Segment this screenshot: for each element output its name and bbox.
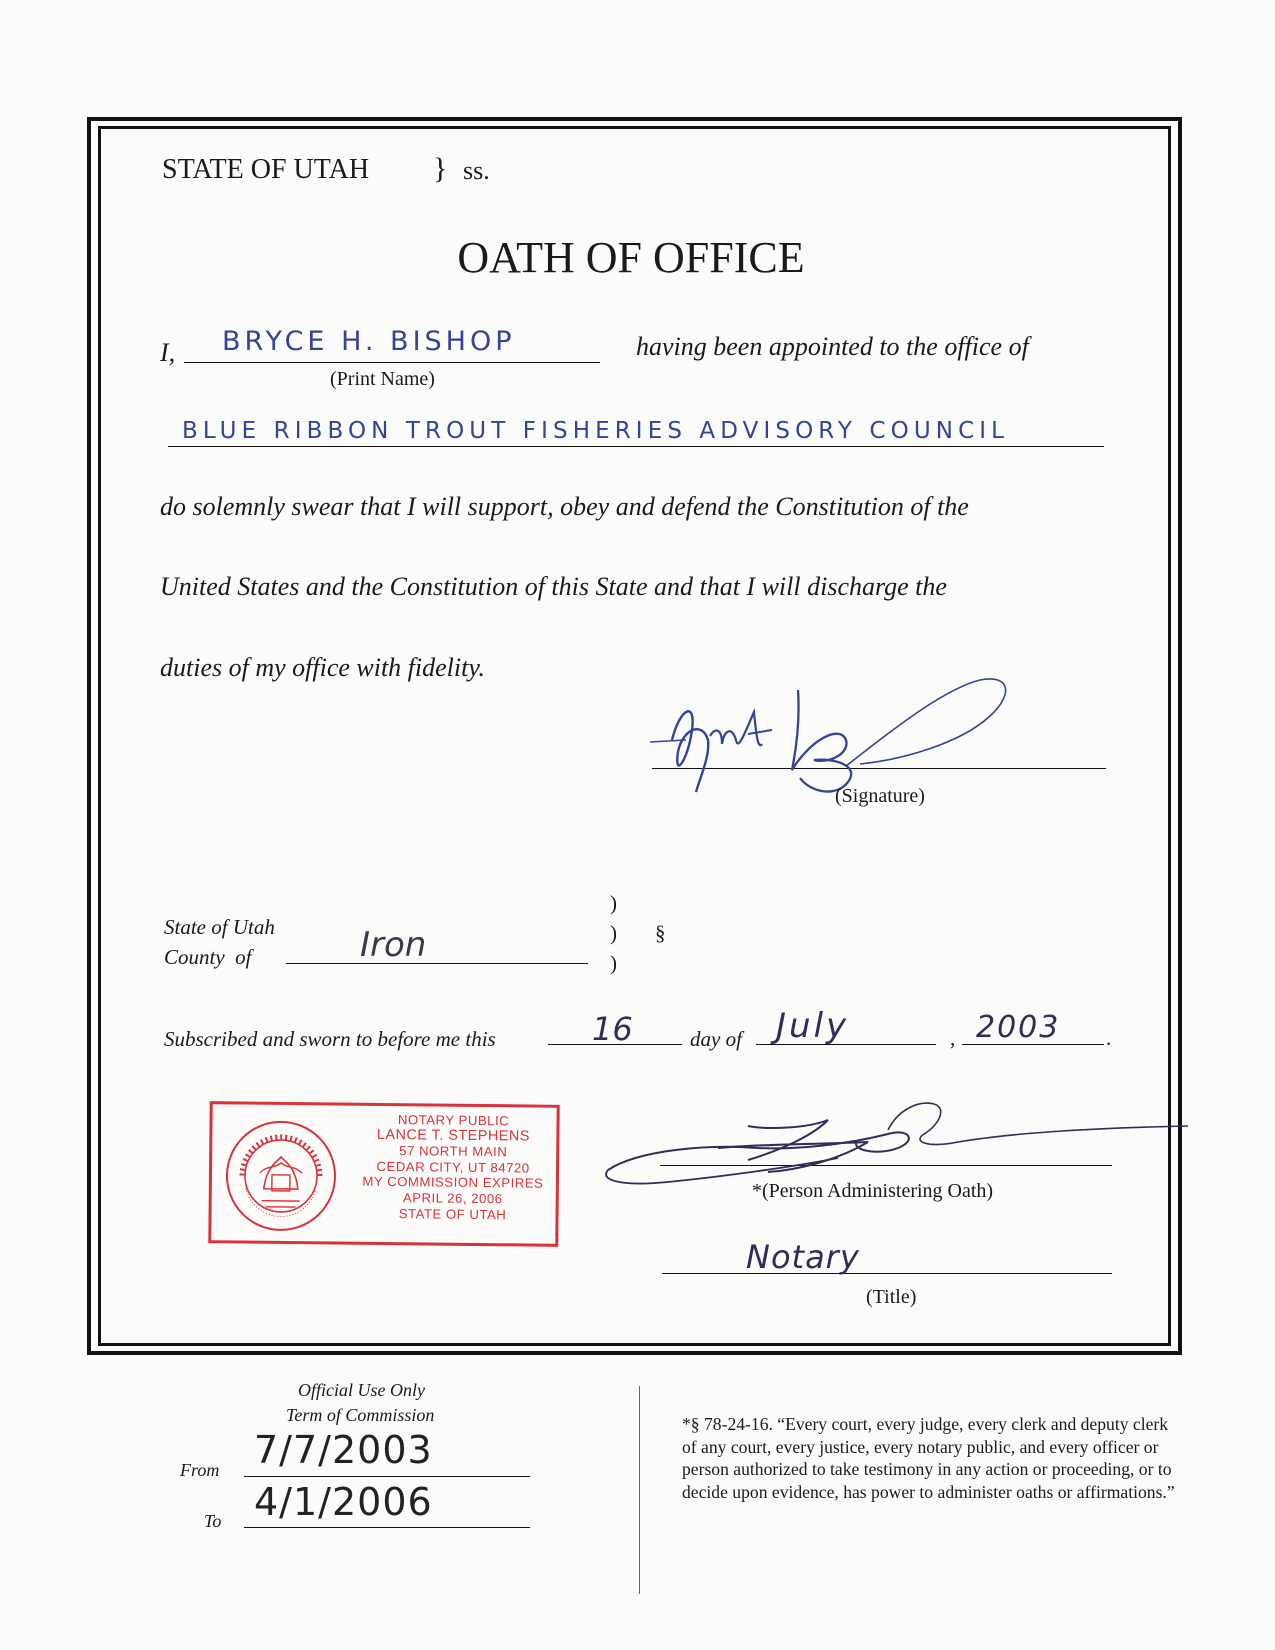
caption-brace: } <box>433 152 448 185</box>
to-handwritten: 4/1/2006 <box>254 1480 433 1524</box>
venue-paren-3: ) <box>610 951 617 975</box>
stamp-line: STATE OF UTAH <box>398 1205 507 1222</box>
printed-name-handwritten: BRYCE H. BISHOP <box>222 326 516 357</box>
ss-mark: ss. <box>463 156 490 185</box>
official-use-heading: Official Use Only <box>298 1380 425 1400</box>
statute-text: *§ 78-24-16. “Every court, every judge, every clerk and deputy clerk of any court, every justice, every notary public, and every officer or person authorized to take testimony in any action or proceeding, or to decide upon evidence, has power to administer oaths or affirmations.” <box>682 1414 1175 1502</box>
from-line <box>244 1476 530 1477</box>
oath-line-1: do solemnly swear that I will support, obey and defend the Constitution of the <box>160 492 969 521</box>
term-of-commission-label: Term of Commission <box>286 1405 435 1425</box>
to-label: To <box>204 1511 222 1531</box>
administrator-label: *(Person Administering Oath) <box>752 1180 994 1202</box>
day-of-label: day of <box>690 1027 742 1051</box>
oath-line-3: duties of my office with fidelity. <box>160 653 485 682</box>
stamp-line: APRIL 26, 2006 <box>402 1190 503 1207</box>
county-line <box>286 963 588 964</box>
to-line <box>244 1527 530 1528</box>
county-handwritten: Iron <box>360 925 427 965</box>
state-caption: STATE OF UTAH <box>162 154 370 185</box>
month-handwritten: July <box>776 1006 850 1046</box>
footer-divider <box>639 1386 640 1594</box>
stamp-line: NOTARY PUBLIC <box>397 1112 510 1129</box>
office-name-handwritten: BLUE RIBBON TROUT FISHERIES ADVISORY COUNCIL <box>182 418 1010 444</box>
stamp-line: MY COMMISSION EXPIRES <box>362 1174 544 1192</box>
document-title: OATH OF OFFICE <box>457 233 805 282</box>
title-line <box>662 1273 1112 1274</box>
signature-label: (Signature) <box>835 785 925 807</box>
venue-paren-1: ) <box>610 891 617 915</box>
print-name-line <box>184 362 600 363</box>
stamp-text <box>347 1112 560 1223</box>
subscribed-period: . <box>1106 1026 1112 1050</box>
notary-stamp <box>208 1101 559 1247</box>
year-handwritten: 2003 <box>976 1010 1061 1045</box>
from-label: From <box>180 1460 220 1480</box>
title-handwritten: Notary <box>746 1238 860 1276</box>
office-line <box>168 446 1104 447</box>
subscribed-lead: Subscribed and sworn to before me this <box>164 1027 496 1051</box>
appointed-text: having been appointed to the office of <box>636 332 1029 361</box>
stamp-line: CEDAR CITY, UT 84720 <box>376 1158 530 1176</box>
oath-line-2: United States and the Constitution of this State and that I will discharge the <box>160 572 947 601</box>
section-mark: § <box>655 921 666 945</box>
month-comma: , <box>950 1026 956 1050</box>
day-handwritten: 16 <box>592 1010 633 1048</box>
utah-seal-icon <box>221 1116 340 1235</box>
venue-county-label: County of <box>164 945 252 969</box>
from-handwritten: 7/7/2003 <box>254 1428 433 1472</box>
oath-lead: I, <box>160 338 176 367</box>
print-name-label: (Print Name) <box>330 368 435 390</box>
title-label: (Title) <box>866 1286 917 1308</box>
stamp-line: 57 NORTH MAIN <box>399 1143 508 1160</box>
venue-state-label: State of Utah <box>164 915 275 939</box>
venue-paren-2: ) <box>610 921 617 945</box>
stamp-line: LANCE T. STEPHENS <box>376 1126 530 1145</box>
